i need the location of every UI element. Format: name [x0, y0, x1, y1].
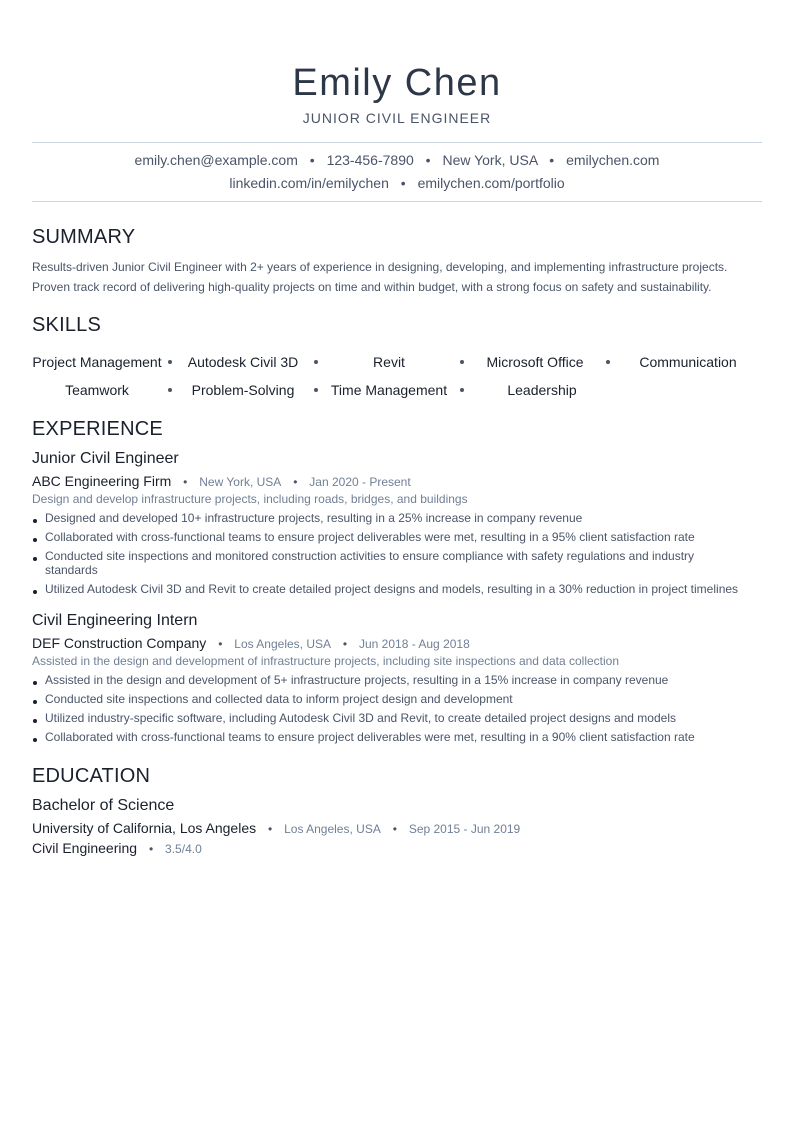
job-title: Civil Engineering Intern: [32, 612, 198, 629]
job-meta: [32, 473, 411, 489]
skill-separator-dot: [168, 360, 172, 364]
company-name: DEF Construction Company: [32, 635, 207, 651]
separator-dot: •: [400, 175, 406, 191]
school-name: University of California, Los Angeles: [32, 820, 257, 836]
skill-separator-dot: [460, 388, 464, 392]
skill-item: Autodesk Civil 3D: [187, 354, 299, 370]
separator-dot: •: [293, 475, 298, 489]
job-bullets: [32, 511, 762, 596]
skill-separator-dot: [314, 360, 318, 364]
job-bullet: Conducted site inspections and monitored construction activities to ensure compliance with safety regulations and industry standards: [32, 549, 762, 577]
field-meta: [32, 840, 202, 856]
skill-item: Communication: [639, 354, 737, 370]
job-bullet: Utilized industry-specific software, including Autodesk Civil 3D and Revit, to create detailed project designs and models: [32, 711, 762, 725]
job-location: New York, USA: [199, 475, 282, 489]
skill-separator-dot: [314, 388, 318, 392]
portfolio-link[interactable]: emilychen.com/portfolio: [417, 175, 565, 191]
summary-heading: SUMMARY: [32, 226, 136, 248]
degree-title: Bachelor of Science: [32, 797, 175, 814]
skill-item: Time Management: [330, 382, 448, 398]
skill-item: Microsoft Office: [486, 354, 584, 370]
linkedin-link[interactable]: linkedin.com/in/emilychen: [229, 175, 389, 191]
job-bullet: Designed and developed 10+ infrastructure projects, resulting in a 25% increase in company revenue: [32, 511, 762, 525]
header-divider-top: [32, 142, 762, 143]
website-link[interactable]: emilychen.com: [566, 152, 660, 168]
skill-item: Project Management: [32, 354, 162, 370]
skill-item: Revit: [373, 354, 405, 370]
phone-text[interactable]: 123-456-7890: [326, 152, 414, 168]
skill-item: Teamwork: [65, 382, 129, 398]
contact-line-2: [32, 175, 762, 191]
school-dates: Sep 2015 - Jun 2019: [408, 822, 521, 836]
location-text: New York, USA: [442, 152, 538, 168]
job-bullet: Utilized Autodesk Civil 3D and Revit to create detailed project designs and models, resulting in a 30% reduction in project timelines: [32, 582, 762, 596]
job-bullet: Conducted site inspections and collected data to inform project design and development: [32, 692, 762, 706]
separator-dot: •: [549, 152, 555, 168]
job-dates: Jun 2018 - Aug 2018: [359, 637, 470, 651]
candidate-name: Emily Chen: [292, 62, 502, 104]
job-title: Junior Civil Engineer: [32, 450, 179, 467]
skill-item: Problem-Solving: [191, 382, 295, 398]
header-divider-bottom: [32, 201, 762, 202]
separator-dot: •: [183, 475, 188, 489]
field-of-study: Civil Engineering: [32, 840, 138, 856]
separator-dot: •: [148, 842, 154, 856]
email-link[interactable]: emily.chen@example.com: [134, 152, 298, 168]
candidate-title: JUNIOR CIVIL ENGINEER: [302, 110, 492, 126]
contact-line-1: [32, 152, 762, 168]
separator-dot: •: [392, 822, 397, 836]
skill-separator-dot: [460, 360, 464, 364]
skill-item: Leadership: [507, 382, 577, 398]
job-meta: [32, 635, 470, 651]
job-description: Design and develop infrastructure projects, including roads, bridges, and buildings: [32, 492, 468, 506]
skills-heading: SKILLS: [32, 314, 102, 336]
separator-dot: •: [425, 152, 431, 168]
job-bullet: Collaborated with cross-functional teams to ensure project deliverables were met, resulting in a 95% client satisfaction rate: [32, 530, 762, 544]
separator-dot: •: [268, 822, 273, 836]
experience-heading: EXPERIENCE: [32, 418, 163, 440]
job-location: Los Angeles, USA: [234, 637, 332, 651]
separator-dot: •: [309, 152, 315, 168]
education-heading: EDUCATION: [32, 765, 151, 787]
separator-dot: •: [218, 637, 223, 651]
job-bullets: [32, 673, 762, 744]
education-meta: [32, 820, 520, 836]
school-location: Los Angeles, USA: [284, 822, 381, 836]
summary-text: Results-driven Junior Civil Engineer with 2+ years of experience in designing, developing, and implementing infrastructure projects. Proven track record of delivering high-quality projects on time and within budget, with a strong focus on safety and sustainability.: [32, 260, 728, 294]
skills-row: [32, 374, 762, 406]
job-bullet: Assisted in the design and development of 5+ infrastructure projects, resulting in a 15% increase in company revenue: [32, 673, 762, 687]
gpa-text: 3.5/4.0: [165, 842, 202, 856]
job-bullet: Collaborated with cross-functional teams to ensure project deliverables were met, resulting in a 90% client satisfaction rate: [32, 730, 762, 744]
separator-dot: •: [342, 637, 348, 651]
skill-separator-dot: [168, 388, 172, 392]
company-name: ABC Engineering Firm: [32, 473, 172, 489]
job-dates: Jan 2020 - Present: [309, 475, 411, 489]
job-description: Assisted in the design and development of infrastructure projects, including site inspections and data collection: [32, 654, 620, 668]
skill-separator-dot: [606, 360, 610, 364]
